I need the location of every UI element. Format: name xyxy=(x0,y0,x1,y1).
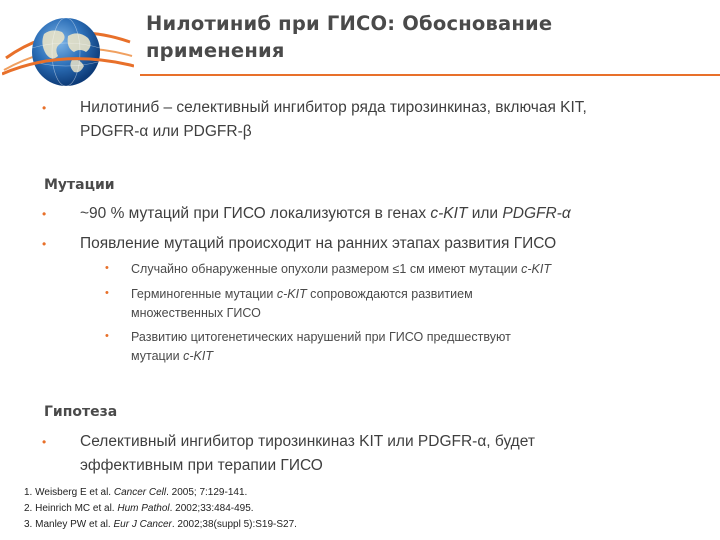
gene-c-kit: c-KIT xyxy=(430,205,468,222)
reference-2-journal: Hum Pathol xyxy=(117,503,170,514)
mutations-sub-bullet-1 xyxy=(105,260,691,279)
bullet-dot-icon: • xyxy=(42,207,47,221)
reference-2 xyxy=(24,501,704,517)
reference-2-authors: 2. Heinrich MC et al. xyxy=(24,503,118,514)
bullet-dot-icon: • xyxy=(42,101,47,115)
conjunction: или xyxy=(467,205,503,222)
bullet-dot-icon: • xyxy=(42,237,47,251)
title-divider xyxy=(140,74,720,76)
reference-3-details: . 2002;38(suppl 5):S19-S27. xyxy=(171,519,297,530)
mutations-bullet-2 xyxy=(42,232,680,256)
bullet-dot-icon: • xyxy=(105,330,109,342)
gene-c-kit: c-KIT xyxy=(183,349,213,363)
hypothesis-line-1: Селективный ингибитор тирозинкиназ KIT или PDGFR-α, будет xyxy=(80,433,535,450)
page-title xyxy=(146,10,706,64)
bullet-dot-icon: • xyxy=(42,435,47,449)
sub-bullet-1-text: Случайно обнаруженные опухоли размером ≤1 см имеют мутации xyxy=(131,262,522,276)
gene-pdgfr-alpha: PDGFR-α xyxy=(502,205,571,222)
page-title-line-2: применения xyxy=(146,39,285,62)
mutations-bullet-1-text: ~90 % мутаций при ГИСО локализуются в генах xyxy=(80,205,431,222)
mutations-bullet-1 xyxy=(42,202,680,226)
mutations-sub-bullet-3 xyxy=(105,328,691,366)
sub-bullet-2-text-1: Герминогенные мутации xyxy=(131,287,277,301)
reference-3-journal: Eur J Cancer xyxy=(113,519,172,530)
hypothesis-bullet xyxy=(42,430,680,478)
sub-bullet-3-line-1: Развитию цитогенетических нарушений при ГИСО предшествуют xyxy=(131,330,511,344)
sub-bullet-2-text-2: сопровождаются развитием xyxy=(306,287,473,301)
gene-c-kit: c-KIT xyxy=(276,287,307,301)
reference-3 xyxy=(24,517,704,533)
globe-logo-icon xyxy=(2,8,134,92)
gene-c-kit: c-KIT xyxy=(521,262,551,276)
reference-1-details: . 2005; 7:129-141. xyxy=(166,487,248,498)
mutations-sub-bullet-2 xyxy=(105,285,691,323)
reference-1-journal: Cancer Cell xyxy=(113,487,167,498)
mutations-bullet-2-text: Появление мутаций происходит на ранних этапах развития ГИСО xyxy=(80,235,557,252)
bullet-dot-icon: • xyxy=(105,262,109,274)
reference-2-details: . 2002;33:484-495. xyxy=(169,503,254,514)
reference-1-authors: 1. Weisberg E et al. xyxy=(24,487,114,498)
mutations-heading: Мутации xyxy=(44,177,115,193)
bullet-dot-icon: • xyxy=(105,287,109,299)
sub-bullet-3-line-2: мутации xyxy=(131,349,184,363)
hypothesis-line-2: эффективным при терапии ГИСО xyxy=(80,457,323,474)
reference-3-authors: 3. Manley PW et al. xyxy=(24,519,114,530)
intro-bullet-line-2: PDGFR-α или PDGFR-β xyxy=(80,123,252,140)
hypothesis-heading: Гипотеза xyxy=(44,404,118,420)
intro-bullet-line-1: Нилотиниб – селективный ингибитор ряда тирозинкиназ, включая KIT, xyxy=(80,99,587,116)
sub-bullet-2-line-2: множественных ГИСО xyxy=(131,306,261,320)
reference-1 xyxy=(24,485,704,501)
page-title-line-1: Нилотиниб при ГИСО: Обоснование xyxy=(146,12,553,35)
references xyxy=(24,485,704,533)
intro-bullet xyxy=(42,96,680,144)
